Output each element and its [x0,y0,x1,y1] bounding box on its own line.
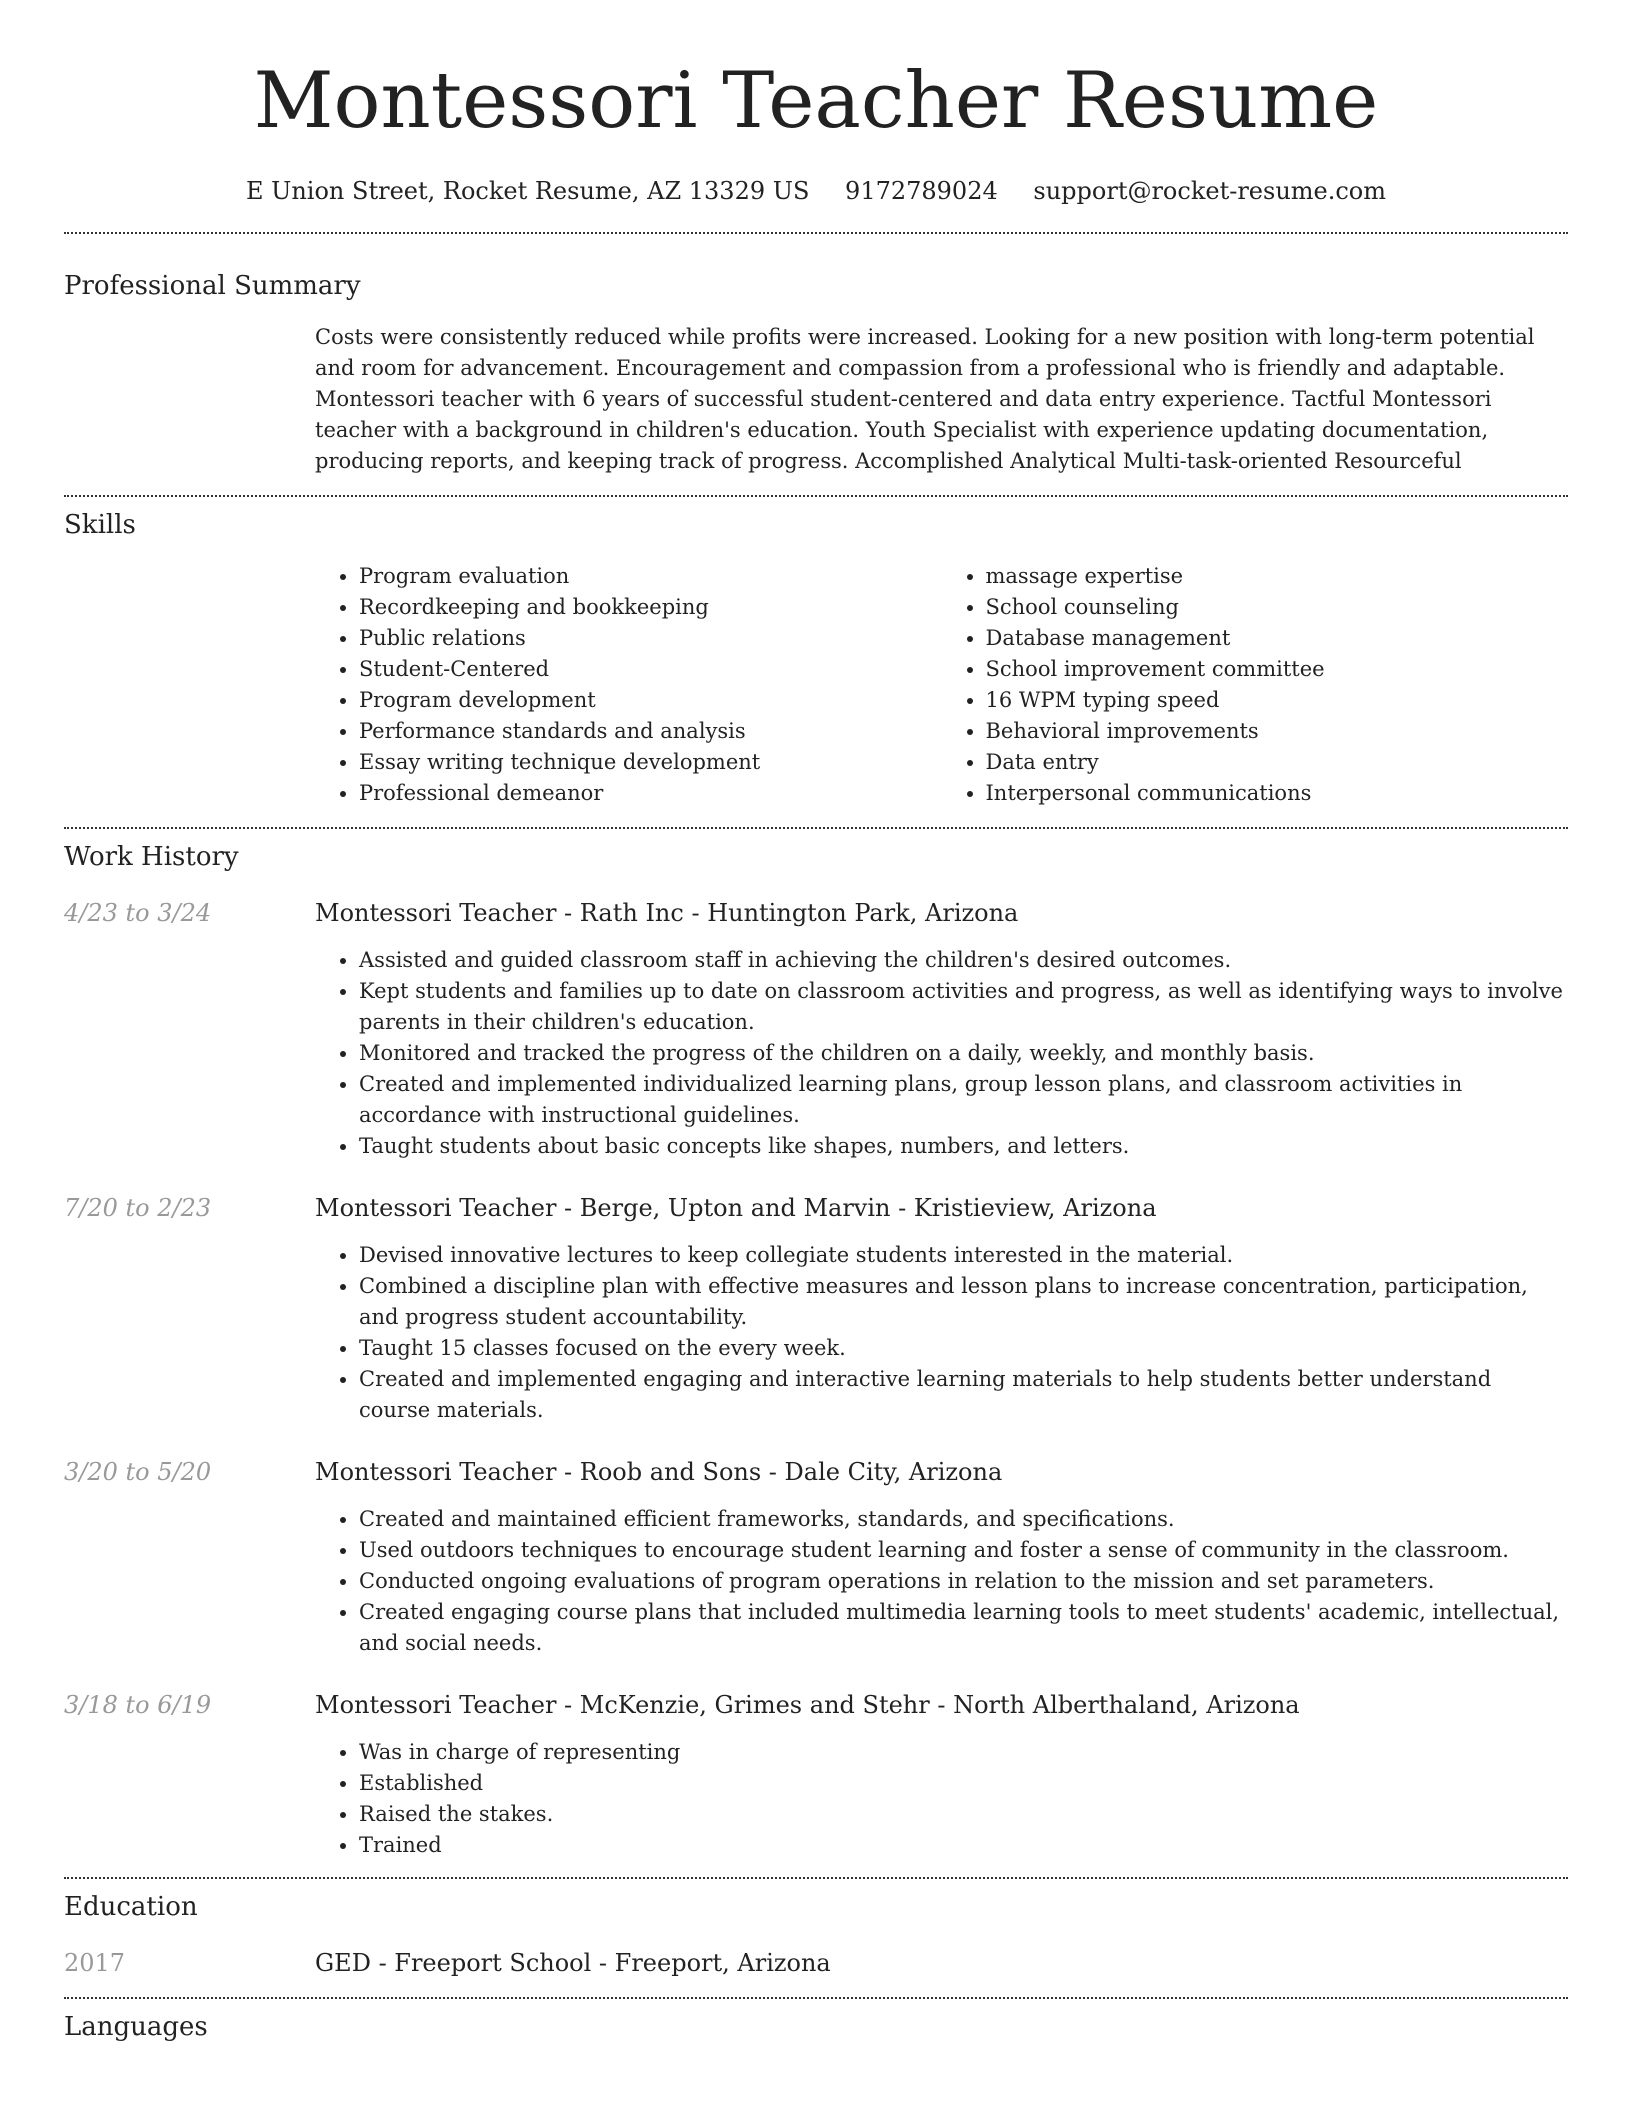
job-title: Montessori Teacher - Rath Inc - Huntington Park, Arizona [315,899,1019,927]
job-bullet: • Monitored and tracked the progress of the children on a daily, weekly, and monthly basis. [359,1038,1568,1069]
job-bullet: • Was in charge of representing [359,1737,1568,1768]
job-title: Montessori Teacher - McKenzie, Grimes and Stehr - North Alberthaland, Arizona [315,1691,1300,1719]
skill-item: • School counseling [986,592,1569,623]
job-bullet: • Kept students and families up to date on classroom activities and progress, as well as identifying ways to involve parents in their children's education. [359,976,1568,1038]
summary-text: Costs were consistently reduced while profits were increased. Looking for a new position with long-term potential and room for advancement. Encouragement and compassion from a professional who is friendly and adaptable. Montessori teacher with 6 years of successful student-centered and data entry experience. Tactful Montessori teacher with a background in children's education. Youth Specialist with experience updating documentation, producing reports, and keeping track of progress. Accomplished Analytical Multi-task-oriented Resourceful [315,325,1535,473]
summary-section [64,270,1568,477]
job-dates: 4/23 to 3/24 [64,899,212,927]
job-dates: 3/18 to 6/19 [64,1691,212,1719]
skill-item: • Student-Centered [359,654,942,685]
job-bullets [315,1737,1568,1861]
contact-email: support@rocket-resume.com [1033,177,1387,205]
job-header [64,897,1568,929]
skill-item: • Public relations [359,623,942,654]
summary-heading: Professional Summary [64,271,361,301]
job-header [64,1689,1568,1721]
skills-list-right [942,561,1569,809]
section-divider [64,1877,1568,1879]
skill-item: • Program development [359,685,942,716]
job-dates: 3/20 to 5/20 [64,1458,212,1486]
skill-item: • Database management [986,623,1569,654]
education-entry [64,1947,1568,1979]
languages-heading: Languages [64,2012,208,2042]
job-bullet: • Created and maintained efficient frameworks, standards, and specifications. [359,1504,1568,1535]
job-bullet: • Created and implemented individualized learning plans, group lesson plans, and classroom activities in accordance with instructional guidelines. [359,1069,1568,1131]
job-bullets [315,945,1568,1162]
skills-grid [315,561,1568,809]
education-section [64,1891,1568,1979]
section-divider [64,1997,1568,1999]
skill-item: • 16 WPM typing speed [986,685,1569,716]
languages-section [64,2011,1568,2043]
section-divider [64,827,1568,829]
work-history-heading: Work History [64,842,239,872]
education-year: 2017 [64,1949,126,1977]
job-bullets [315,1240,1568,1426]
skill-item: • Interpersonal communications [986,778,1569,809]
job-bullet: • Used outdoors techniques to encourage student learning and foster a sense of community in the classroom. [359,1535,1568,1566]
job-bullet: • Trained [359,1830,1568,1861]
education-title: GED - Freeport School - Freeport, Arizona [315,1949,831,1977]
skills-section [64,509,1568,809]
skills-heading: Skills [64,510,136,540]
skill-item: • massage expertise [986,561,1569,592]
job-entry [64,1192,1568,1426]
job-header [64,1192,1568,1224]
job-bullet: • Established [359,1768,1568,1799]
job-bullets [315,1504,1568,1659]
job-bullet: • Conducted ongoing evaluations of program operations in relation to the mission and set parameters. [359,1566,1568,1597]
skill-item: • Recordkeeping and bookkeeping [359,592,942,623]
skill-item: • Program evaluation [359,561,942,592]
skills-list-left [315,561,942,809]
summary-body [315,322,1568,477]
job-dates: 7/20 to 2/23 [64,1194,212,1222]
skill-item: • Professional demeanor [359,778,942,809]
work-history-section [64,841,1568,1861]
skill-item: • School improvement committee [986,654,1569,685]
contact-phone: 9172789024 [845,177,998,205]
job-entry [64,1689,1568,1861]
job-bullet: • Taught 15 classes focused on the every week. [359,1333,1568,1364]
job-header [64,1456,1568,1488]
section-divider [64,495,1568,497]
job-entry [64,1456,1568,1659]
contact-line [64,176,1568,206]
education-heading: Education [64,1892,198,1922]
resume-title: Montessori Teacher Resume [253,56,1379,146]
job-title: Montessori Teacher - Berge, Upton and Marvin - Kristieview, Arizona [315,1194,1157,1222]
skill-item: • Performance standards and analysis [359,716,942,747]
skill-item: • Behavioral improvements [986,716,1569,747]
skill-item: • Essay writing technique development [359,747,942,778]
job-bullet: • Devised innovative lectures to keep collegiate students interested in the material. [359,1240,1568,1271]
job-bullet: • Assisted and guided classroom staff in achieving the children's desired outcomes. [359,945,1568,976]
job-bullet: • Combined a discipline plan with effective measures and lesson plans to increase concentration, participation, and progress student accountability. [359,1271,1568,1333]
section-divider [64,232,1568,234]
job-bullet: • Taught students about basic concepts like shapes, numbers, and letters. [359,1131,1568,1162]
job-bullet: • Created engaging course plans that included multimedia learning tools to meet students' academic, intellectual, and social needs. [359,1597,1568,1659]
job-bullet: • Raised the stakes. [359,1799,1568,1830]
job-entry [64,897,1568,1162]
contact-address: E Union Street, Rocket Resume, AZ 13329 US [245,177,810,205]
job-title: Montessori Teacher - Roob and Sons - Dale City, Arizona [315,1458,1003,1486]
job-bullet: • Created and implemented engaging and interactive learning materials to help students better understand course materials. [359,1364,1568,1426]
skill-item: • Data entry [986,747,1569,778]
